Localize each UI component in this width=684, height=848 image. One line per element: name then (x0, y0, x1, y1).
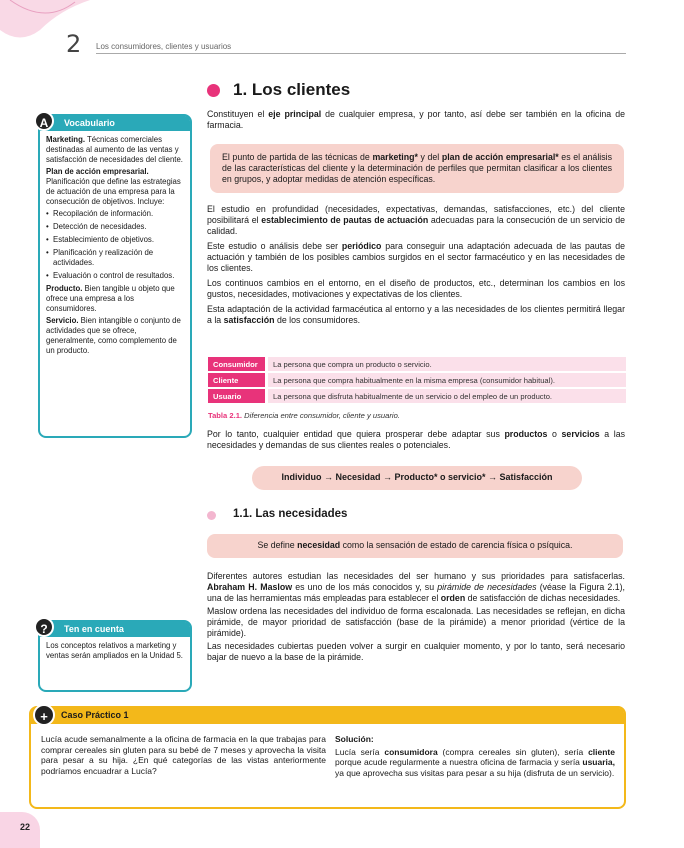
paragraph: Las necesidades cubiertas pueden volver a surgir en cualquier momento, y por lo tanto, será necesario bajar de nuevo a la base de la pirámide. (207, 641, 625, 662)
table-row: Cliente La persona que compra habitualmente en la misma empresa (consumidor habitual). (208, 373, 626, 387)
vocab-plan-list (46, 209, 184, 281)
info-icon: ? (34, 617, 54, 637)
paragraph: Los continuos cambios en el entorno, en el diseño de productos, etc., determinan los cambios en los gustos, necesidades, motivaciones y expectativas de los clientes. (207, 278, 625, 299)
vocab-marketing: Marketing. Técnicas comerciales destinadas al aumento de las ventas y satisfacción de necesidades del cliente. (46, 135, 183, 164)
vocab-producto: Producto. Bien tangible u objeto que ofrece una empresa a los consumidores. (46, 284, 175, 313)
subsection-title: 1.1. Las necesidades (233, 508, 348, 520)
body-paragraphs (207, 204, 625, 326)
intro-paragraph: Constituyen el eje principal de cualquier empresa, y por tanto, así debe ser también en la oficina de farmacia. (207, 109, 625, 130)
paragraph: Este estudio o análisis debe ser periódico para conseguir una adaptación adecuada de las pautas de actuación y también de los posibles cambios surgidos en el sector farmacéutico y en las necesidades de los clientes. (207, 241, 626, 273)
case-title: Caso Práctico 1 (31, 708, 624, 724)
case-study-box (29, 706, 626, 809)
case-question: Lucía acude semanalmente a la oficina de farmacia en la que trabajas para comprar cereales sin gluten para su bebé de 7 meses y aprovecha la visita para pesar a su hija. ¿En qué categorías de las vistas anteriormente podríamos encuadrar a Lucía? (41, 734, 326, 776)
note-text: Los conceptos relativos a marketing y ventas serán ampliados en la Unidad 5. (46, 641, 183, 660)
products-paragraph: Por lo tanto, cualquier entidad que quiera prosperar debe adaptar sus productos o servicios a las necesidades y demandas de sus clientes reales o potenciales. (207, 429, 625, 450)
definitions-table (208, 355, 626, 405)
table-caption: Tabla 2.1. Diferencia entre consumidor, cliente y usuario. (208, 411, 400, 420)
definition-box: Se define necesidad como la sensación de estado de carencia física o psíquica. (207, 534, 623, 558)
table-row: Usuario La persona que disfruta habitualmente de un servicio o del empleo de un producto. (208, 389, 626, 403)
paragraph: Esta adaptación de la actividad farmacéutica al entorno y a las necesidades de los clientes permitirá llegar a la satisfacción de los consumidores. (207, 304, 625, 325)
chapter-number: 2 (66, 30, 82, 58)
flow-box: Individuo → Necesidad → Producto* o servicio* → Satisfacción (252, 466, 582, 490)
vocab-servicio: Servicio. Bien intangible o conjunto de actividades que se ofrece, generalmente, como complemento de un producto. (46, 316, 181, 355)
section-bullet-icon (207, 84, 220, 97)
vocabulary-box (38, 114, 192, 438)
paragraph: Maslow ordena las necesidades del individuo de forma escalonada. Las necesidades se reflejan, en dicha pirámide, de mayor prioridad de satisfacción (base de la pirámide) a menor prioridad (vértice de la pirámide). (207, 606, 625, 638)
vocabulary-icon: A (34, 111, 54, 131)
case-icon: + (33, 704, 55, 726)
list-item: • Recopilación de información. (46, 209, 184, 219)
note-title: Ten en cuenta (40, 622, 190, 637)
solution-label: Solución: (335, 734, 374, 744)
marketing-highlight-box: El punto de partida de las técnicas de marketing* y del plan de acción empresarial* es el análisis de las características del cliente y la determinación de perfiles que permitan clasificar a los clientes en grupos, y adoptar medidas de atención específicas. (210, 144, 624, 193)
case-solution: Solución: Lucía sería consumidora (compra cereales sin gluten), sería cliente porque acude regularmente a nuestra oficina de farmacia y sería usuaria, ya que aprovecha sus visitas para pesar a su hija (disfruta de un servicio). (335, 734, 615, 778)
paragraph: Diferentes autores estudian las necesidades del ser humano y sus prioridades para satisfacerlas. Abraham H. Maslow es uno de los más conocidos y, su pirámide de necesidades (véase la Figura 2.1), una de las herramientas más empleadas para establecer el orden de satisfacción de dichas necesidades. (207, 571, 625, 603)
list-item: • Establecimiento de objetivos. (46, 235, 184, 245)
section-title: 1. Los clientes (233, 80, 351, 99)
subsection-bullet-icon (207, 511, 216, 520)
note-box (38, 620, 192, 692)
vocab-plan: Plan de acción empresarial. Planificación que define las estrategias de actuación de una empresa para la consecución de objetivos. Incluye: (46, 167, 181, 206)
maslow-paragraphs (207, 571, 625, 663)
list-item: • Planificación y realización de actividades. (46, 248, 184, 268)
list-item: • Evaluación o control de resultados. (46, 271, 184, 281)
list-item: • Detección de necesidades. (46, 222, 184, 232)
page-number: 22 (20, 822, 31, 832)
paragraph: El estudio en profundidad (necesidades, expectativas, demandas, satisfacciones, etc.) del cliente posibilitará el establecimiento de pautas de actuación adecuadas para la consecución de un servicio de calidad. (207, 204, 625, 236)
table-row: Consumidor La persona que compra un producto o servicio. (208, 357, 626, 371)
chapter-title: Los consumidores, clientes y usuarios (96, 42, 232, 51)
header-divider (96, 53, 626, 54)
vocabulary-title: Vocabulario (40, 116, 190, 131)
